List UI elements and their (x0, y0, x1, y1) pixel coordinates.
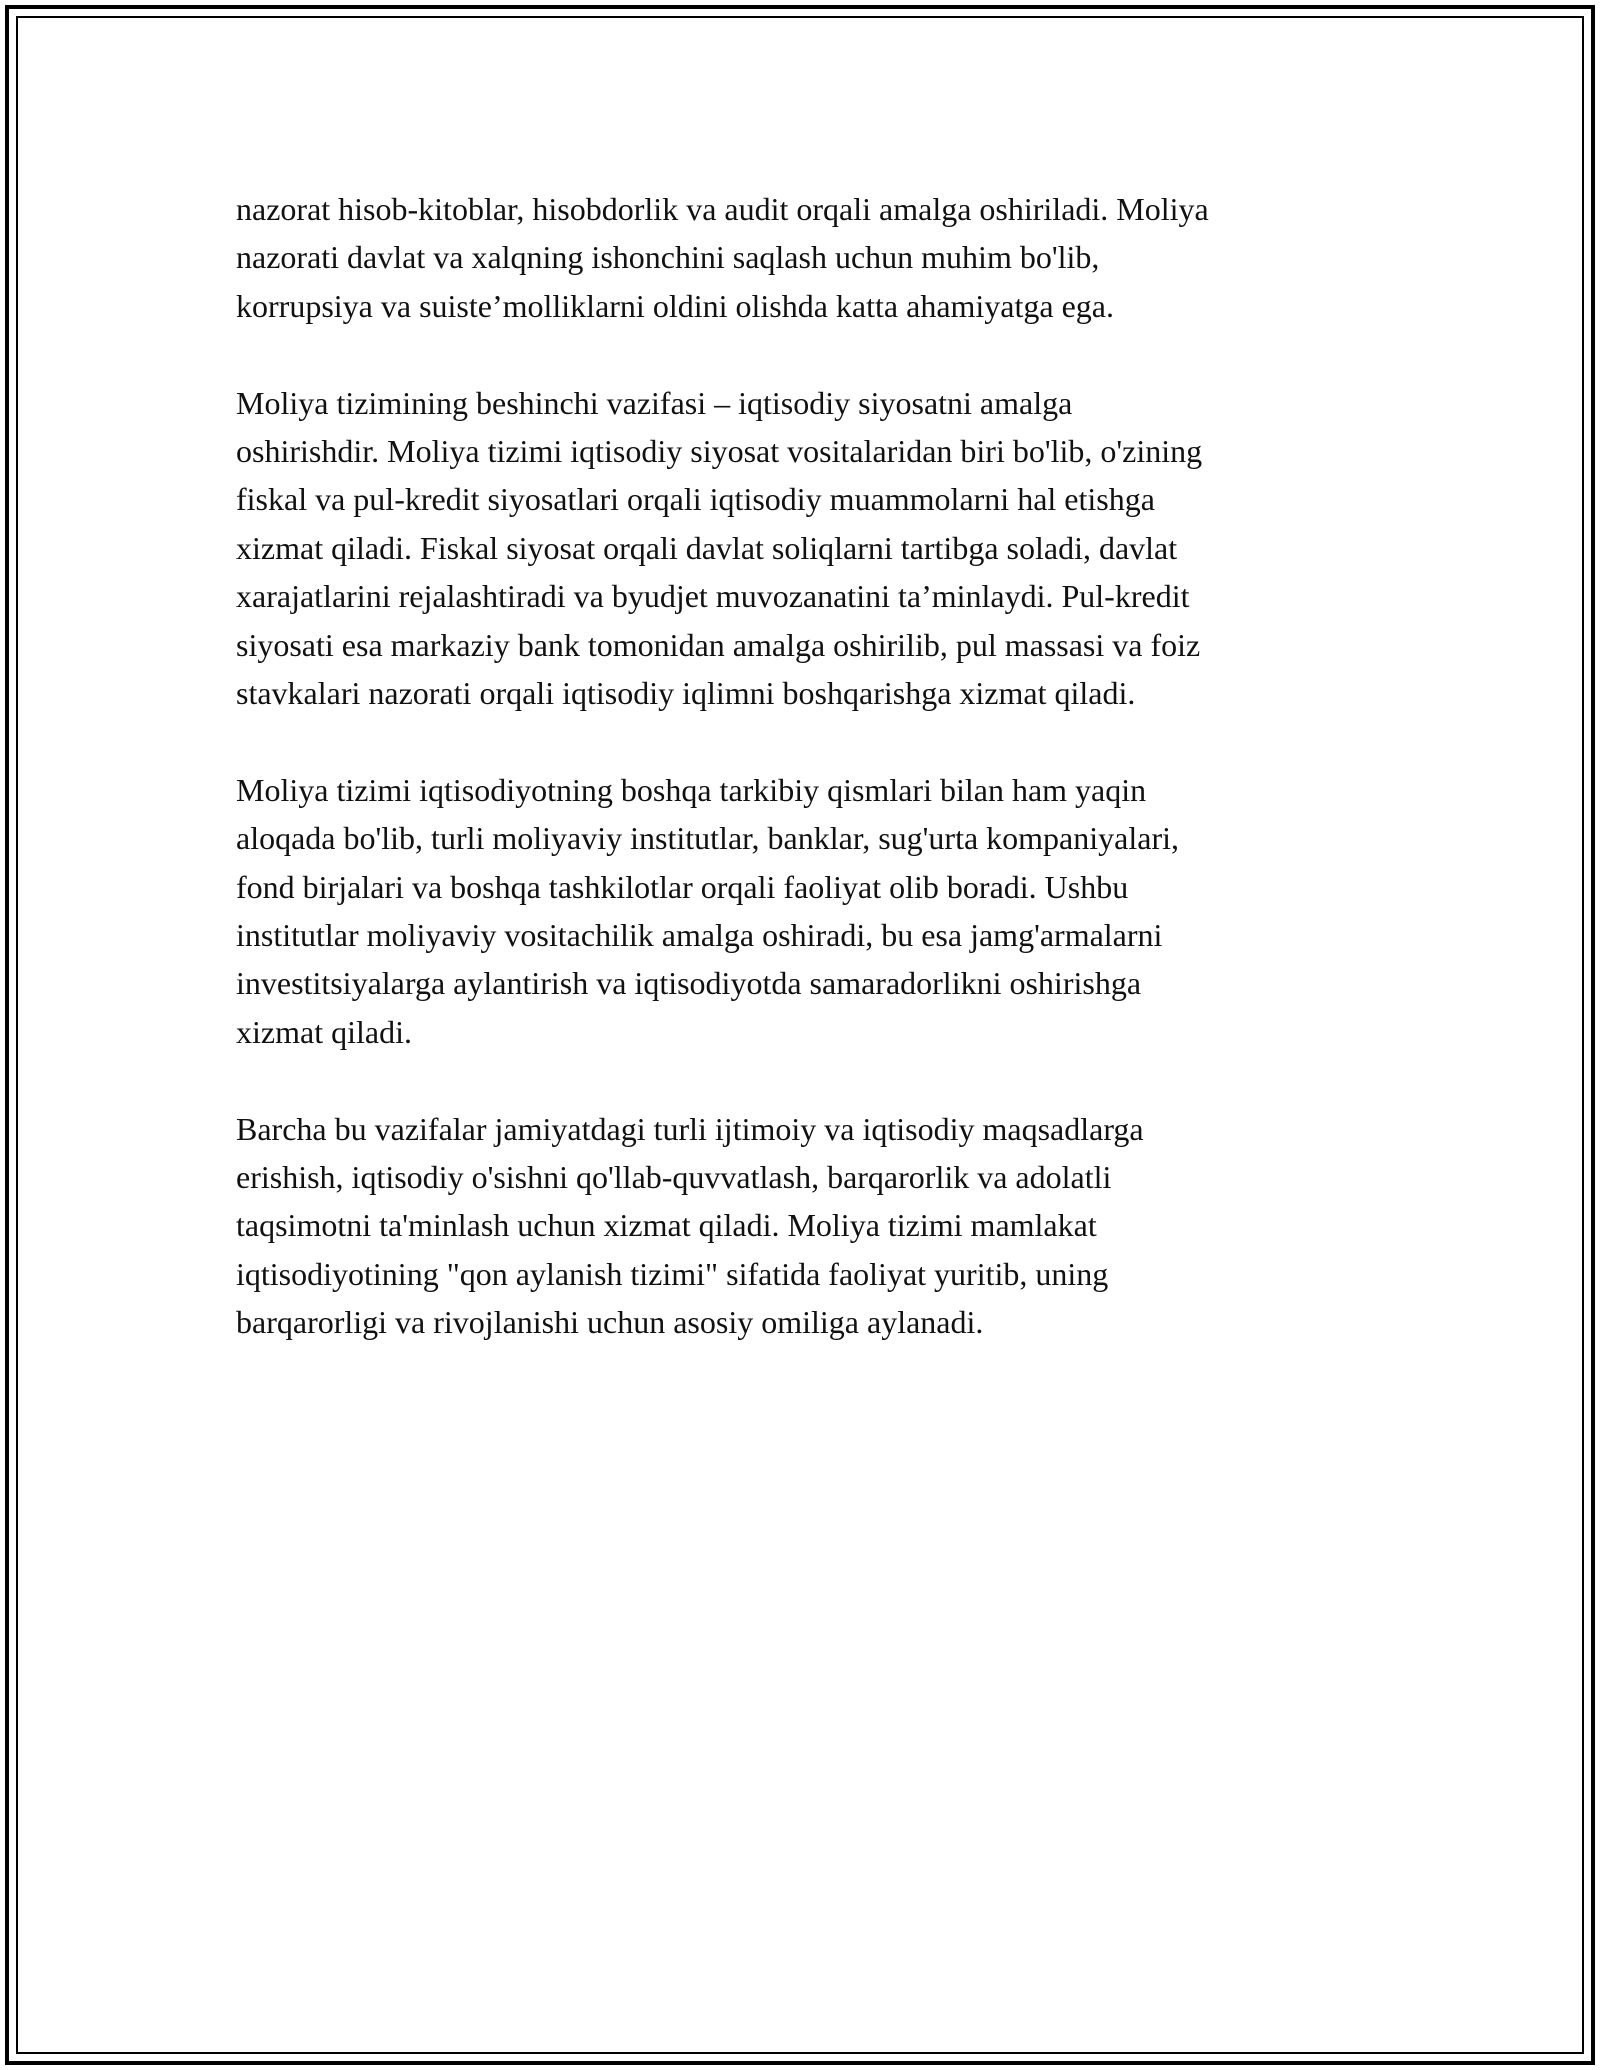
paragraph-financial-institutions: Moliya tizimi iqtisodiyotning boshqa tarkibiy qismlari bilan ham yaqin aloqada bo'lib, turli moliyaviy institutlar, banklar, sug'urta kompaniyalari, fond birjalari va boshqa tashkilotlar orqali faoliyat olib boradi. Ushbu institutlar moliyaviy vositachilik amalga oshiradi, bu esa jamg'armalarni investitsiyalarga aylantirish va iqtisodiyotda samaradorlikni oshirishga xizmat qiladi. (236, 771, 1179, 1050)
paragraph-financial-control: nazorat hisob-kitoblar, hisobdorlik va audit orqali amalga oshiriladi. Moliya nazorati davlat va xalqning ishonchini saqlash uchun muhim bo'lib, korrupsiya va suiste’molliklarni oldini olishda katta ahamiyatga ega. (236, 191, 1209, 324)
paragraph-economic-policy: Moliya tizimining beshinchi vazifasi – iqtisodiy siyosatni amalga oshirishdir. Moliya tizimi iqtisodiy siyosat vositalaridan biri bo'lib, o'zining fiskal va pul-kredit siyosatlari orqali iqtisodiy muammolarni hal etishga xizmat qiladi. Fiskal siyosat orqali davlat soliqlarni tartibga soladi, davlat xarajatlarini rejalashtiradi va byudjet muvozanatini ta’minlaydi. Pul-kredit siyosati esa markaziy bank tomonidan amalga oshirilib, pul massasi va foiz stavkalari nazorati orqali iqtisodiy iqlimni boshqarishga xizmat qiladi. (236, 384, 1203, 712)
paragraph-conclusion: Barcha bu vazifalar jamiyatdagi turli ijtimoiy va iqtisodiy maqsadlarga erishish, iqtisodiy o'sishni qo'llab-quvvatlash, barqarorlik va adolatli taqsimotni ta'minlash uchun xizmat qiladi. Moliya tizimi mamlakat iqtisodiyotining "qon aylanish tizimi" sifatida faoliyat yuritib, uning barqarorligi va rivojlanishi uchun asosiy omiliga aylanadi. (236, 1110, 1144, 1341)
document-body (236, 185, 1366, 1395)
